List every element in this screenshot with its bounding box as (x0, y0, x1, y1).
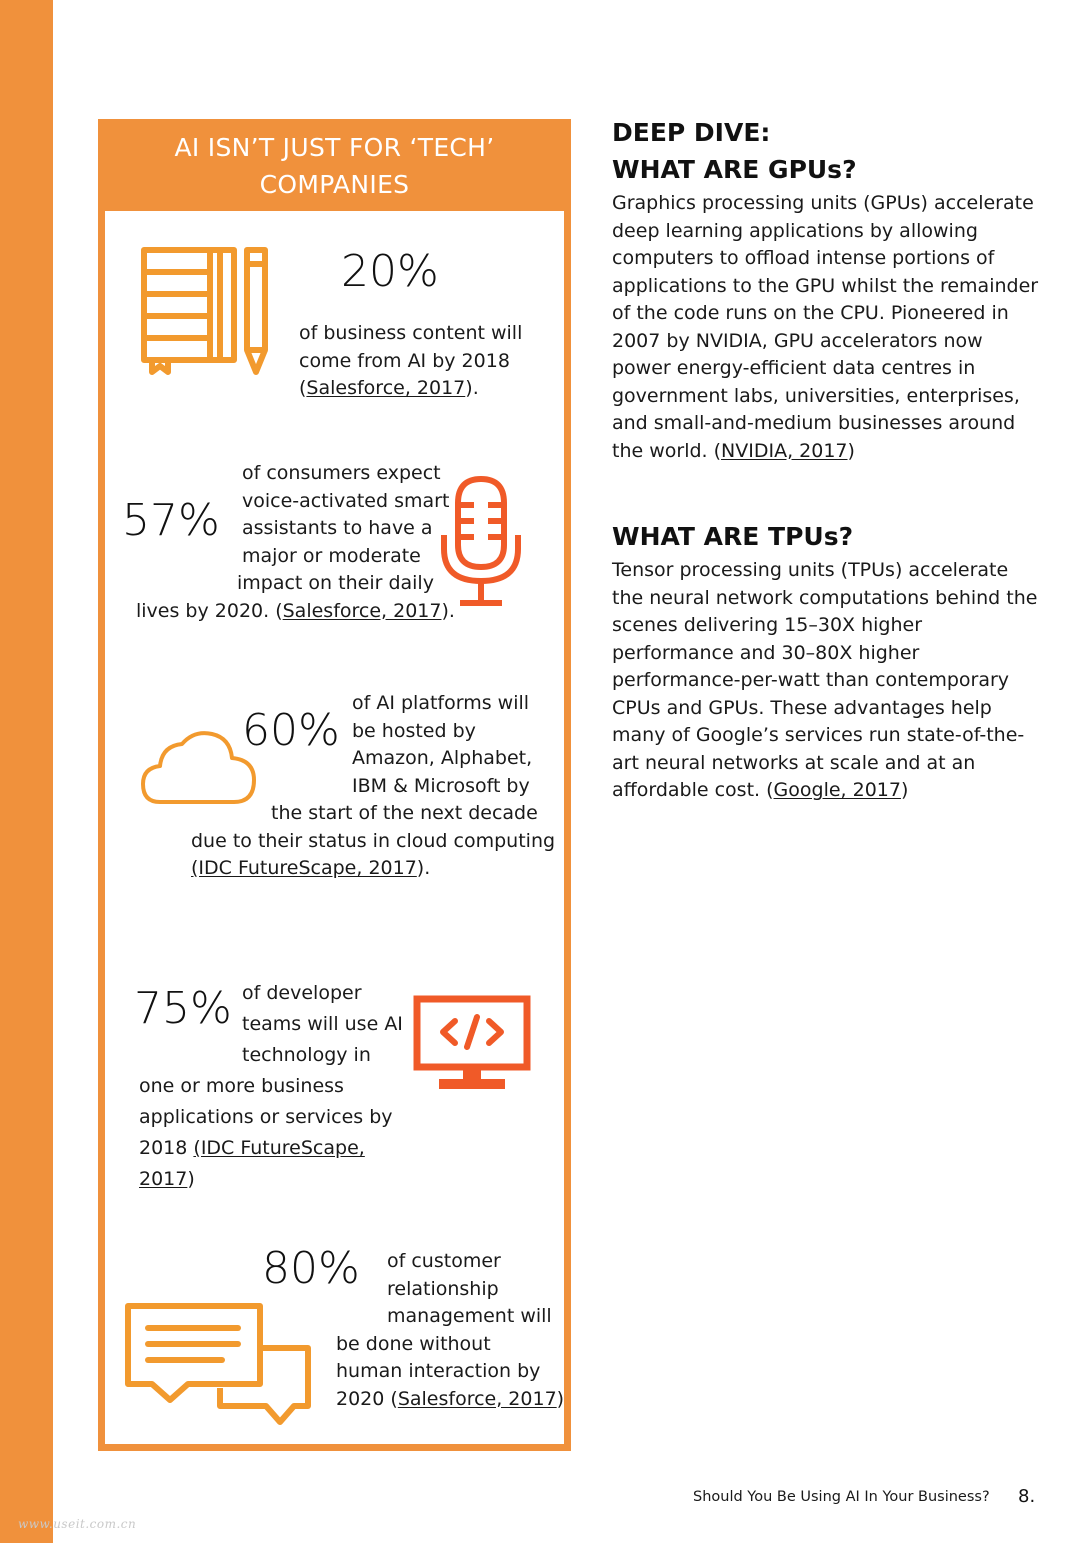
stat-percent-80: 80% (262, 1243, 360, 1294)
gpu-heading: DEEP DIVE: WHAT ARE GPUs? (612, 118, 857, 184)
citation-link[interactable]: Salesforce, 2017 (306, 377, 466, 399)
chat-bubbles-icon (124, 1302, 314, 1428)
citation-link[interactable]: Google, 2017 (773, 779, 901, 801)
stat-text-80: of customer relationship management will be done without human interaction by 2020 (Salesforce, 2017) (336, 1248, 564, 1413)
citation-link[interactable]: Salesforce, 2017 (282, 599, 442, 622)
stat-citation: 2018 (IDC FutureScape, (139, 1137, 365, 1159)
gpu-citation: the world. (NVIDIA, 2017) (612, 439, 855, 462)
stat-citation: lives by 2020. (Salesforce, 2017). (136, 599, 455, 622)
code-monitor-icon (413, 995, 531, 1099)
stat-percent-20: 20% (341, 246, 439, 297)
stat-text-60: of AI platforms will be hosted by Amazon, Alphabet, IBM & Microsoft by the start of the next decade due to their status in cloud computing (IDC FutureScape, 2017). (191, 690, 555, 883)
notebook-pencil-icon (140, 246, 275, 378)
gpu-paragraph: Graphics processing units (GPUs) accelerate deep learning applications by allowing computers to offload intense portions of applications to the GPU whilst the remainder of the code runs on the CPU. Pioneered in 2007 by NVIDIA, GPU accelerators now power energy-efficient data centres in government labs, universities, enterprises, and small-and-medium businesses around the world. (NVIDIA, 2017) (612, 190, 1038, 465)
stat-percent-57: 57% (122, 495, 220, 546)
microphone-icon (440, 475, 522, 607)
page-number: 8. (1018, 1486, 1036, 1507)
side-accent-bar (0, 0, 53, 1543)
citation-link[interactable]: 2017 (139, 1168, 188, 1190)
stat-text-20: of business content will come from AI by 2018 (Salesforce, 2017). (299, 320, 522, 403)
stat-percent-60: 60% (242, 705, 340, 756)
tpu-heading: WHAT ARE TPUs? (612, 522, 854, 551)
tpu-citation: affordable cost. (Google, 2017) (612, 779, 909, 801)
stat-percent-75: 75% (134, 983, 232, 1034)
stat-text-57: of consumers expect voice-activated smart assistants to have a major or moderate impact on their daily lives by 2020. (Salesforce, 2017). (136, 460, 455, 625)
citation-link[interactable]: Salesforce, 2017 (397, 1387, 557, 1410)
citation-link[interactable]: (IDC FutureScape, 2017 (191, 857, 417, 879)
stat-citation: 2020 (Salesforce, 2017) (336, 1387, 565, 1410)
box-title: AI ISN’T JUST FOR ‘TECH’ COMPANIES (174, 133, 495, 199)
stat-text-75: of developer teams will use AI technology in one or more business applications or services by 2018 (IDC FutureScape, 2017) (139, 982, 403, 1190)
citation-link[interactable]: (IDC FutureScape, (193, 1137, 365, 1159)
citation-link[interactable]: NVIDIA, 2017 (721, 439, 848, 462)
tpu-paragraph: Tensor processing units (TPUs) accelerate the neural network computations behind the scenes delivering 15–30X higher performance and 30–80X higher performance-per-watt than contemporary CPUs and GPUs. These advantages help many of Google’s services run state-of-the- art neural networks at scale and at an affordable cost. (Google, 2017) (612, 557, 1037, 805)
stat-citation: (Salesforce, 2017). (299, 377, 479, 399)
watermark: www.useit.com.cn (18, 1517, 137, 1531)
stat-citation: (IDC FutureScape, 2017). (191, 857, 431, 879)
footer-title: Should You Be Using AI In Your Business? (693, 1489, 990, 1505)
